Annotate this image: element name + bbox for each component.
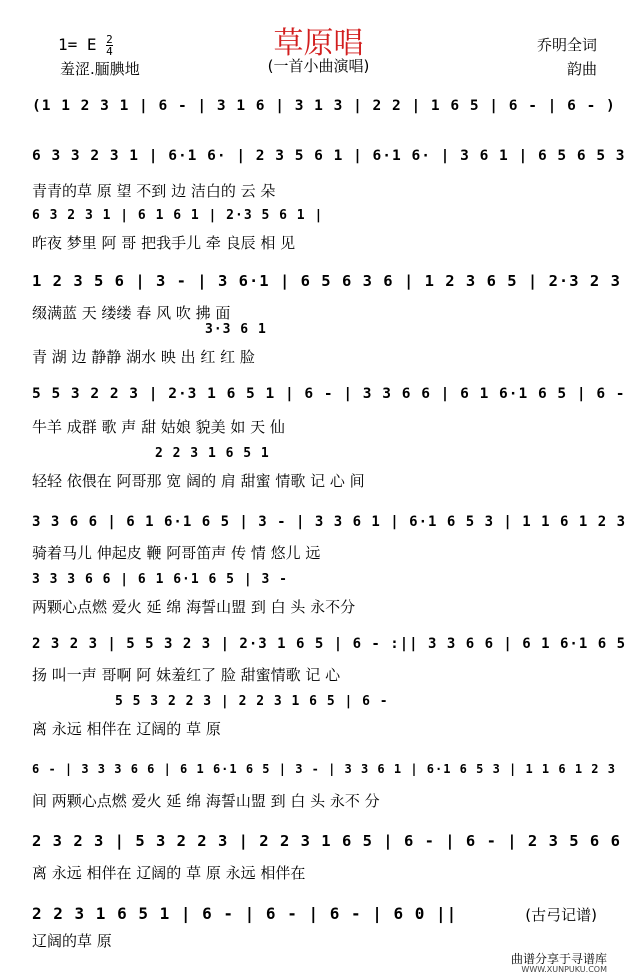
score-system-music: 2 2 3 1 6 5 1 (155, 446, 270, 461)
score-system-lyrics: 扬 叫一声 哥啊 阿 妹羞红了 脸 甜蜜情歌 记 心 (32, 666, 341, 684)
transcriber-note: (古弓记谱) (525, 906, 597, 924)
song-subtitle: (一首小曲演唱) (267, 57, 370, 75)
song-title: 草原唱 (273, 26, 364, 61)
score-system-music: 5 5 3 2 2 3 | 2·3 1 6 5 1 | 6 - | 3 3 6 6 | 6 1 6·1 6 5 | 6 - (32, 386, 626, 402)
score-system-lyrics: 离 永远 相伴在 辽阔的 草 原 (32, 720, 221, 738)
score-system-lyrics: 骑着马儿 伸起皮 鞭 阿哥笛声 传 情 悠儿 远 (32, 544, 321, 562)
score-system-music: 2 2 3 1 6 5 1 | 6 - | 6 - | 6 - | 6 0 || (32, 904, 458, 923)
score-system-lyrics: 青青的草 原 望 不到 边 洁白的 云 朵 (32, 182, 276, 200)
key-signature (58, 34, 113, 57)
score-system-lyrics: 缀满蓝 天 缕缕 春 风 吹 拂 面 (32, 304, 231, 322)
score-system-music: 3·3 6 1 (205, 322, 267, 337)
score-system-lyrics: 两颗心点燃 爱火 延 绵 海誓山盟 到 白 头 永不分 (32, 598, 356, 616)
score-system-lyrics: 离 永远 相伴在 辽阔的 草 原 永远 相伴在 (32, 864, 306, 882)
score-system-music: 6 3 2 3 1 | 6 1 6 1 | 2·3 5 6 1 | (32, 208, 324, 223)
composer-credit: 韵曲 (566, 60, 597, 78)
score-system-music: 2 3 2 3 | 5 5 3 2 3 | 2·3 1 6 5 | 6 - :|| 3 3 6 6 | 6 1 6·1 6 5 (32, 636, 627, 652)
score-system-music: 3 3 3 6 6 | 6 1 6·1 6 5 | 3 - (32, 572, 288, 587)
score-system-music: 2 3 2 3 | 5 3 2 2 3 | 2 2 3 1 6 5 | 6 - | 6 - | 2 3 5 6 6 (32, 832, 621, 850)
site-url: WWW.XUNPUKU.COM (521, 965, 607, 974)
score-system-lyrics: 辽阔的草 原 (32, 932, 112, 950)
score-system-music: 1 2 3 5 6 | 3 - | 3 6·1 | 6 5 6 3 6 | 1 2 3 6 5 | 2·3 2 3 (32, 272, 621, 290)
time-signature (106, 34, 113, 57)
score-system-lyrics: 昨夜 梦里 阿 哥 把我手儿 牵 良辰 相 见 (32, 234, 296, 252)
score-system-music: 3 3 6 6 | 6 1 6·1 6 5 | 3 - | 3 3 6 1 | 6·1 6 5 3 | 1 1 6 1 2 3 (32, 514, 627, 530)
time-numerator: 2 (106, 33, 113, 46)
lyricist-credit: 乔明全词 (536, 36, 597, 54)
key-text: 1= E (58, 35, 97, 54)
score-system-music: 5 5 3 2 2 3 | 2 2 3 1 6 5 | 6 - (115, 694, 389, 709)
performance-direction: 羞涩.腼腆地 (60, 60, 140, 78)
score-system-music: 6 3 3 2 3 1 | 6·1 6· | 2 3 5 6 1 | 6·1 6· | 3 6 1 | 6 5 6 5 3 (32, 148, 626, 164)
site-credit: 曲谱分享于寻谱库 (510, 952, 607, 966)
score-system-lyrics: 轻轻 依偎在 阿哥那 宽 阔的 肩 甜蜜 情歌 记 心 间 (32, 472, 365, 490)
score-system-lyrics: 青 湖 边 静静 湖水 映 出 红 红 脸 (32, 348, 255, 366)
score-system-music: 6 - | 3 3 3 6 6 | 6 1 6·1 6 5 | 3 - | 3 3 6 1 | 6·1 6 5 3 | 1 1 6 1 2 3 (32, 762, 616, 776)
time-denominator: 4 (106, 45, 113, 58)
score-system-lyrics: 间 两颗心点燃 爱火 延 绵 海誓山盟 到 白 头 永不 分 (32, 792, 380, 810)
score-system-lyrics: 牛羊 成群 歌 声 甜 姑娘 貌美 如 天 仙 (32, 418, 285, 436)
score-system-intro: (1 1 2 3 1 | 6 - | 3 1 6 | 3 1 3 | 2 2 | 1 6 5 | 6 - | 6 - ) (32, 98, 616, 114)
